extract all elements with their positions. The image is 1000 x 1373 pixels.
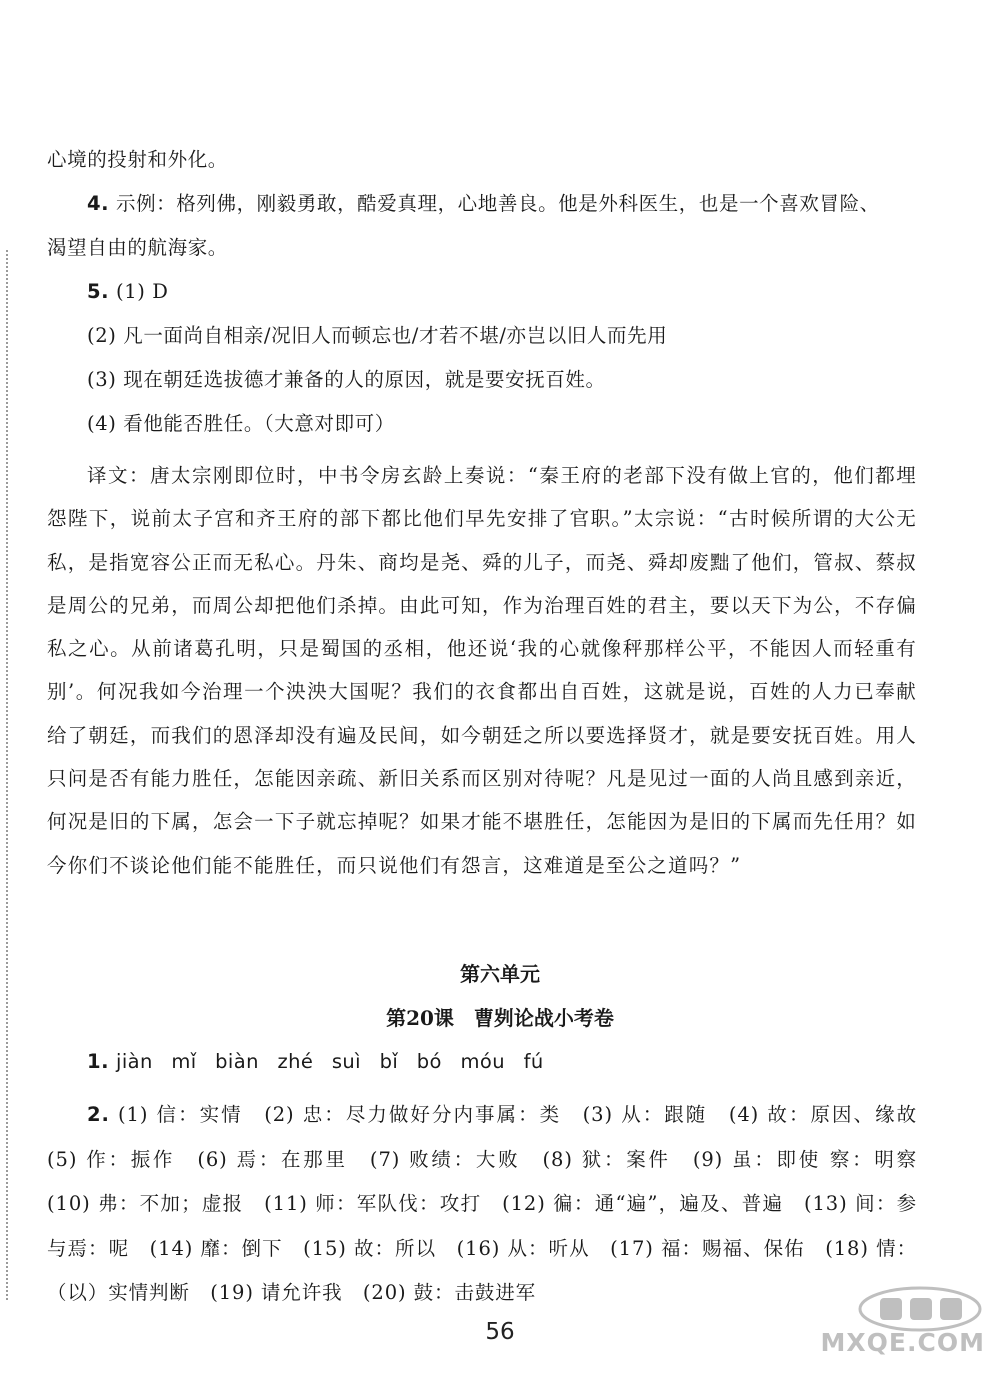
answer-4 [87,191,987,217]
answer-line-1 [47,147,947,173]
answer-5-1 [87,279,987,305]
question-number: 1. [87,1050,110,1073]
answer-text: (2) 凡一面尚自相亲/况旧人而顿忘也/才若不堪/亦岂以旧人而先用 [87,324,668,347]
translation-paragraph: 译文：唐太宗刚即位时，中书令房玄龄上奏说：“秦王府的老部下没有做上官的，他们都埋怨陛下，说前太子宫和齐王府的部下都比他们早先安排了官职。”太宗说：“古时候所谓的大公无私，是指宽容公正而无私心。丹朱、商均是尧、舜的儿子，而尧、舜却废黜了他们，管叔、蔡叔是周公的兄弟，而周公却把他们杀掉。由此可知，作为治理百姓的君主，要以天下为公，不存偏私之心。从前诸葛孔明，只是蜀国的丞相，他还说‘我的心就像秤那样公平，不能因人而轻重有别’。何况我如今治理一个泱泱大国呢？我们的衣食都出自百姓，这就是说，百姓的人力已奉献给了朝廷，而我们的恩泽却没有遍及民间，如今朝廷之所以要选择贤才，就是要安抚百姓。用人只问是否有能力胜任，怎能因亲疏、新旧关系而区别对待呢？凡是见过一面的人尚且感到亲近，何况是旧的下属，怎会一下子就忘掉呢？如果才能不堪胜任，怎能因为是旧的下属而先任用？如今你们不谈论他们能不能胜任，而只说他们有怨言，这难道是至公之道吗？” [47,464,917,877]
answer-4-continued [47,235,947,261]
answer-5-3 [87,367,987,393]
answer-1-pinyin [87,1049,987,1075]
answer-text: (4) 看他能否胜任。（大意对即可） [87,412,395,435]
binding-edge-dots [6,250,8,1300]
answer-text: (1) 信：实情 (2) 忠：尽力做好分内事属：类 (3) 从：跟随 (4) 故：原因、缘故 (5) 作：振作 (6) 焉：在那里 (7) 败绩：大败 (8) 狱：案件 (9) 虽：即使 察：明察 (10) 弗：不加；虚报 (11) 师：军队伐：攻打 (12) 徧：通“遍”，遍及、普遍 (13) 间：参与焉：呢 (14) 靡：倒下 (15) 故：所以 (16) 从：听从 (17) 福：赐福、保佑 (18) 情：（以）实情判断 (19) 请允许我 (20) 鼓：击鼓进军 [47,1103,938,1304]
answer-text: 心境的投射和外化。 [47,148,228,171]
answer-text: 渴望自由的航海家。 [47,236,228,259]
answer-2 [47,1093,938,1316]
watermark-logo [800,1284,985,1364]
watermark-emblem-icon [800,1284,985,1334]
question-number: 2. [87,1103,110,1126]
answer-text: (1) D [109,280,169,303]
pinyin-answers: jiàn mǐ biàn zhé suì bǐ bó móu fú [116,1050,544,1073]
lesson-title: 第20课 曹刿论战小考卷 [386,1006,614,1030]
answer-text: 示例：格列佛，刚毅勇敢，酷爱真理，心地善良。他是外科医生，也是一个喜欢冒险、 [109,192,880,215]
answer-5-4 [87,411,987,437]
watermark-text: MXQE.COM [820,1328,985,1357]
answer-5-2 [87,323,987,349]
question-number: 5. [87,280,110,303]
answer-text: (3) 现在朝廷选拔德才兼备的人的原因，就是要安抚百姓。 [87,368,606,391]
page-number: 56 [485,1319,515,1345]
unit-title: 第六单元 [460,962,540,986]
question-number: 4. [87,192,110,215]
